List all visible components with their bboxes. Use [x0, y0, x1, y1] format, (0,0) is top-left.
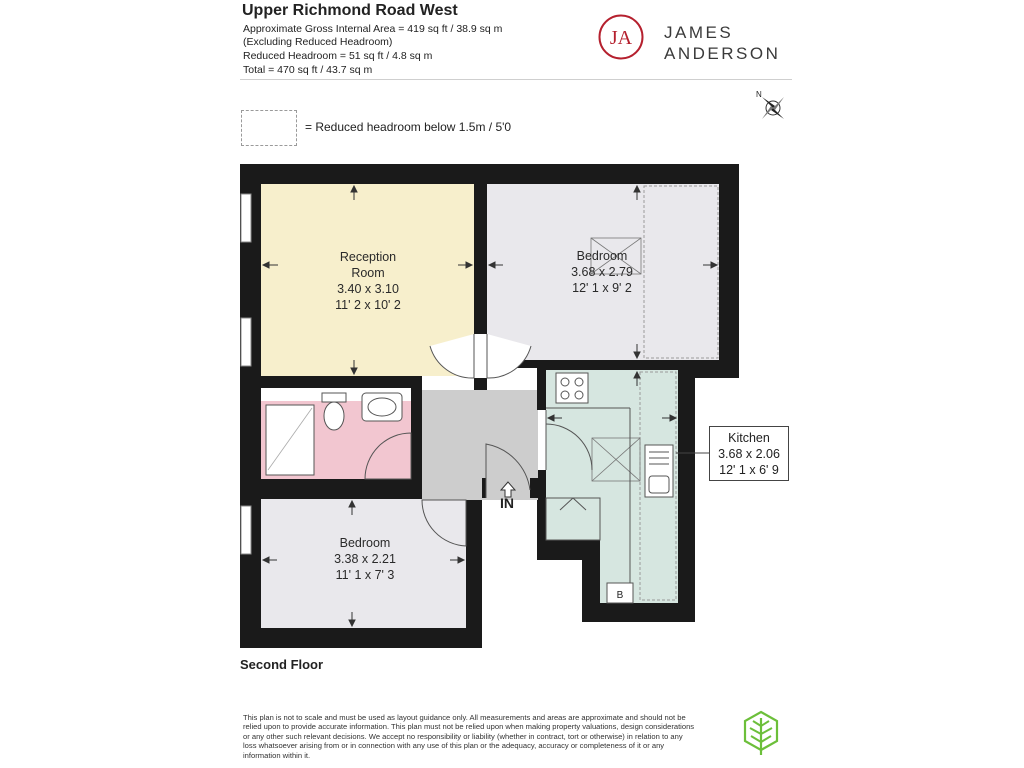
- tree-icon: [740, 710, 782, 756]
- reception-metric: 3.40 x 3.10: [337, 282, 399, 296]
- reception-name-2: Room: [351, 266, 385, 280]
- excluding-headroom-line: (Excluding Reduced Headroom): [243, 36, 393, 48]
- kitchen-label: [709, 426, 789, 481]
- legend-text: = Reduced headroom below 1.5m / 5'0: [305, 120, 512, 134]
- reception-name-1: Reception: [339, 250, 397, 264]
- kitchen-imperial: 12' 1 x 6' 9: [719, 463, 779, 477]
- property-title: Upper Richmond Road West: [242, 2, 458, 19]
- logo-monogram: JA: [609, 27, 633, 49]
- kitchen-name: Kitchen: [728, 431, 770, 445]
- logo-line-2: ANDERSON: [664, 44, 781, 63]
- bedroom-main-name: Bedroom: [576, 249, 628, 263]
- entrance-label: IN: [500, 495, 514, 511]
- bedroom-small-name: Bedroom: [339, 536, 391, 550]
- kitchen-metric: 3.68 x 2.06: [718, 447, 780, 461]
- total-area-line: Total = 470 sq ft / 43.7 sq m: [243, 64, 373, 76]
- bedroom-main-metric: 3.68 x 2.79: [571, 265, 633, 279]
- reduced-headroom-line: Reduced Headroom = 51 sq ft / 4.8 sq m: [243, 50, 433, 62]
- boiler-label: B: [616, 590, 624, 601]
- bedroom-small-metric: 3.38 x 2.21: [334, 552, 396, 566]
- logo-line-1: JAMES: [664, 23, 734, 42]
- disclaimer-text: This plan is not to scale and must be used as layout guidance only. All measurements and areas are approximate and should not be relied upon to provide accurate information. This plan must not be relied upon when making property valuations, design considerations or any other such relevant decisions. We accept no responsibility or liability (whether in contract, tort or otherwise) in relation to any loss whatsoever arising from or in connection with any use of this plan or the adequacy, accuracy or completeness of it or any information within it.: [243, 713, 695, 760]
- compass-north-label: N: [756, 90, 762, 99]
- bedroom-small-imperial: 11' 1 x 7' 3: [335, 568, 395, 582]
- floor-label: Second Floor: [240, 657, 324, 672]
- gross-area-line: Approximate Gross Internal Area = 419 sq ft / 38.9 sq m: [243, 23, 503, 35]
- reception-imperial: 11' 2 x 10' 2: [335, 298, 401, 312]
- bedroom-main-imperial: 12' 1 x 9' 2: [572, 281, 632, 295]
